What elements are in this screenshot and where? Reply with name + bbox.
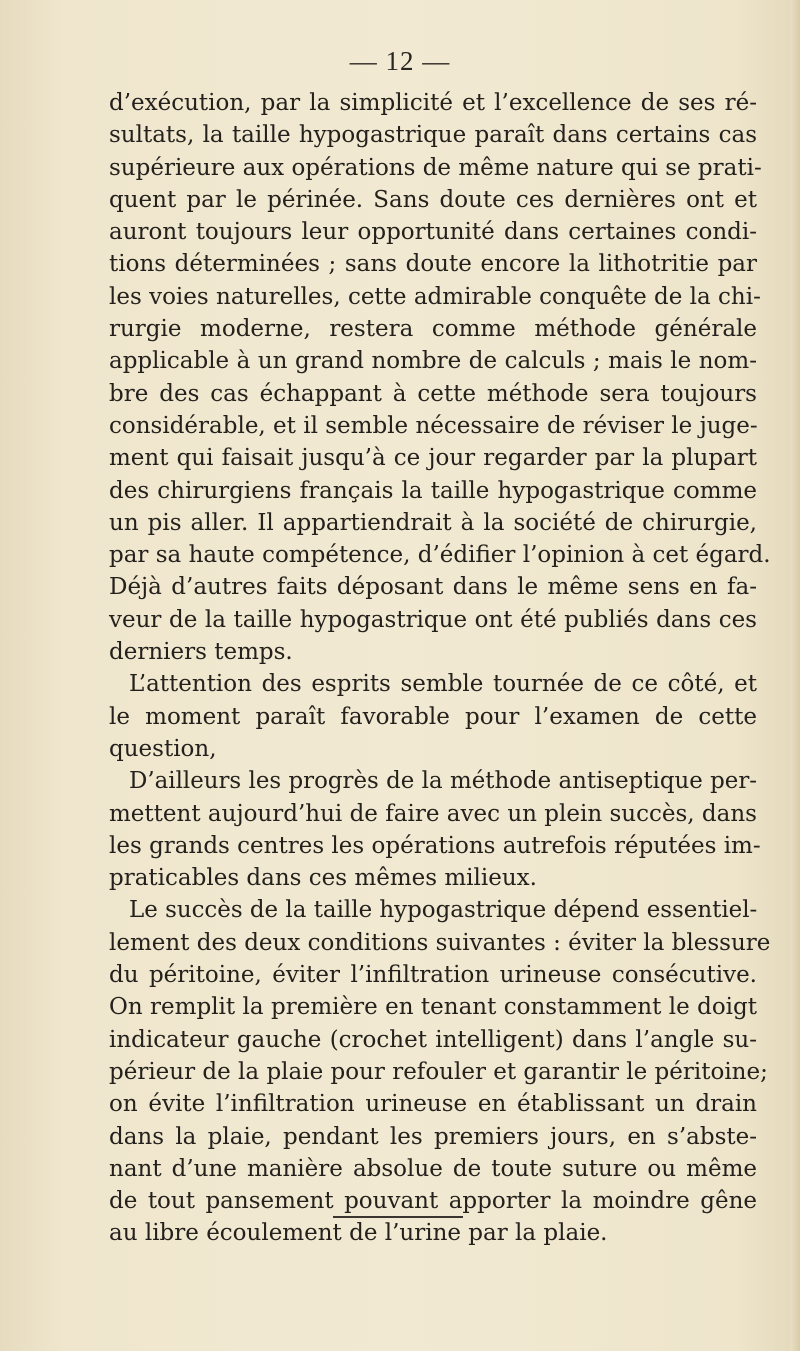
text-line: supérieure aux opérations de même nature qui se prati-	[109, 154, 762, 181]
text-line: ment qui faisait jusqu’à ce jour regarder par la plupart	[109, 445, 757, 472]
text-line: auront toujours leur opportunité dans certaines condi-	[109, 219, 757, 246]
text-line: des chirurgiens français la taille hypogastrique comme	[109, 477, 757, 504]
text-line: quent par le périnée. Sans doute ces dernières ont et	[109, 186, 757, 213]
page-number: — 12 —	[349, 46, 451, 76]
text-line: le moment paraît favorable pour l’examen de cette	[109, 703, 757, 730]
text-line: par sa haute compétence, d’édifier l’opinion à cet égard.	[109, 542, 771, 569]
paragraph	[109, 765, 761, 894]
text-line: les voies naturelles, cette admirable conquête de la chi-	[109, 283, 761, 310]
text-line: question,	[109, 735, 217, 762]
text-line: D’ailleurs les progrès de la méthode antiseptique per-	[129, 768, 757, 795]
paragraph	[109, 87, 771, 668]
text-line: les grands centres les opérations autrefois réputées im-	[109, 832, 761, 859]
text-line: nant d’une manière absolue de toute suture ou même	[109, 1155, 757, 1182]
text-line: On remplit la première en tenant constamment le doigt	[109, 994, 757, 1021]
text-line: au libre écoulement de l’urine par la plaie.	[109, 1220, 608, 1247]
text-line: Le succès de la taille hypogastrique dépend essentiel-	[129, 897, 758, 924]
text-line: du péritoine, éviter l’infiltration urineuse consécutive.	[109, 962, 757, 989]
text-line: praticables dans ces mêmes milieux.	[109, 865, 537, 892]
text-line: derniers temps.	[109, 639, 293, 666]
text-line: tions déterminées ; sans doute encore la lithotritie par	[109, 251, 757, 278]
text-line: dans la plaie, pendant les premiers jours, en s’abste-	[109, 1123, 757, 1150]
paragraph	[109, 668, 757, 765]
text-line: de tout pansement pouvant apporter la moindre gêne	[109, 1188, 757, 1215]
text-line: sultats, la taille hypogastrique paraît dans certains cas	[109, 122, 757, 149]
text-line: veur de la taille hypogastrique ont été publiés dans ces	[109, 606, 757, 633]
page-edge	[790, 0, 800, 1351]
text-line: rurgie moderne, restera comme méthode générale	[109, 316, 757, 343]
text-line: bre des cas échappant à cette méthode sera toujours	[109, 380, 757, 407]
text-line: un pis aller. Il appartiendrait à la société de chirurgie,	[109, 509, 757, 536]
text-line: applicable à un grand nombre de calculs ; mais le nom-	[109, 348, 757, 375]
text-line: Déjà d’autres faits déposant dans le même sens en fa-	[109, 574, 757, 601]
text-line: d’exécution, par la simplicité et l’excellence de ses ré-	[109, 90, 757, 116]
text-line: périeur de la plaie pour refouler et garantir le péritoine;	[109, 1058, 768, 1085]
paragraph	[109, 894, 771, 1249]
text-line: indicateur gauche (crochet intelligent) dans l’angle su-	[109, 1026, 757, 1053]
text-line: considérable, et il semble nécessaire de réviser le juge-	[109, 412, 758, 439]
section-divider-rule	[333, 1216, 463, 1218]
text-line: L’attention des esprits semble tournée de ce côté, et	[129, 671, 757, 698]
body-text	[109, 87, 771, 1250]
text-line: on évite l’infiltration urineuse en établissant un drain	[109, 1091, 757, 1118]
text-line: lement des deux conditions suivantes : éviter la blessure	[109, 929, 771, 956]
text-line: mettent aujourd’hui de faire avec un plein succès, dans	[109, 800, 757, 827]
